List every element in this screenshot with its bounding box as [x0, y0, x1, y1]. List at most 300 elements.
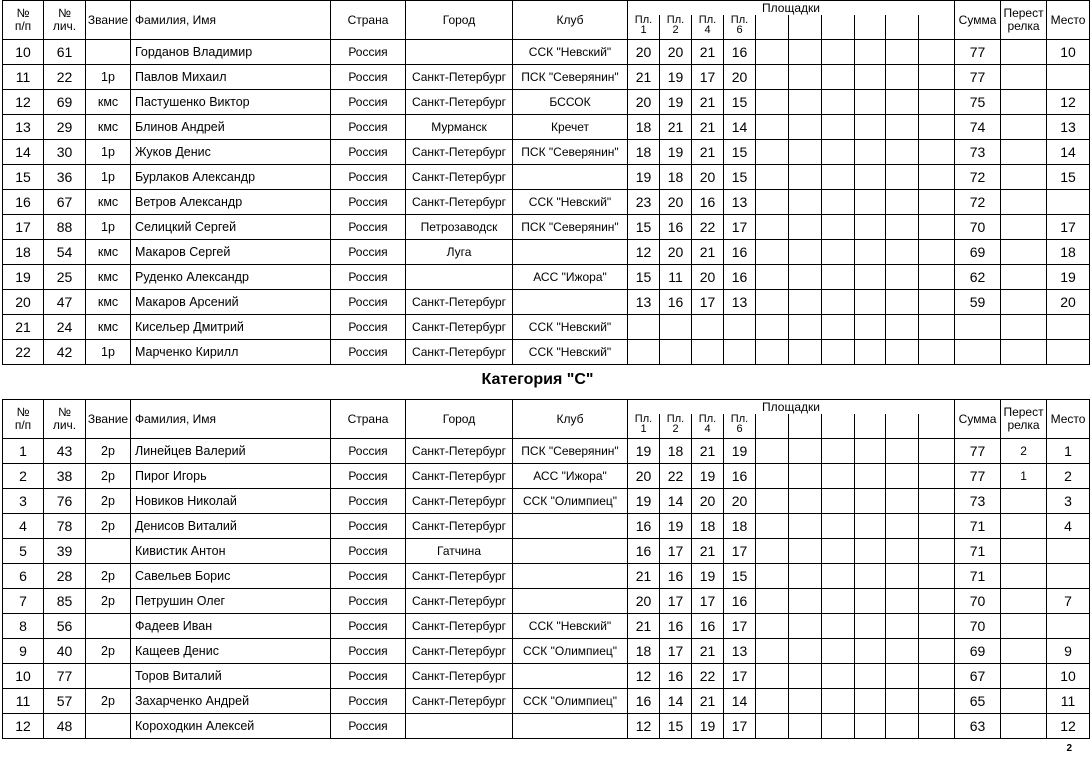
place-cell: 7: [1047, 589, 1090, 614]
license-cell: 38: [44, 464, 86, 489]
empty-score-cell: [789, 589, 822, 614]
empty-score-cell: [855, 489, 886, 514]
empty-score-cell: [886, 115, 919, 140]
score-4-cell: 15: [724, 140, 756, 165]
shootoff-cell: [1001, 265, 1047, 290]
table-row: [3, 140, 1090, 165]
place-cell: 3: [1047, 489, 1090, 514]
table-row: [3, 340, 1090, 365]
empty-score-cell: [855, 115, 886, 140]
city-cell: Санкт-Петербург: [406, 564, 513, 589]
country-cell: Россия: [331, 40, 406, 65]
score-2-cell: 20: [660, 240, 692, 265]
place-cell: 14: [1047, 140, 1090, 165]
empty-score-cell: [855, 215, 886, 240]
country-cell: Россия: [331, 265, 406, 290]
empty-score-cell: [822, 90, 855, 115]
empty-score-cell: [789, 115, 822, 140]
score-3-cell: 16: [692, 614, 724, 639]
empty-score-cell: [886, 265, 919, 290]
city-cell: Петрозаводск: [406, 215, 513, 240]
score-3-cell: 20: [692, 165, 724, 190]
empty-score-cell: [919, 65, 955, 90]
empty-score-cell: [855, 639, 886, 664]
rank-cell: 1р: [86, 140, 131, 165]
club-cell: ПСК "Северянин": [513, 140, 628, 165]
sum-cell: 70: [955, 614, 1001, 639]
header-license-cell: № лич.: [44, 400, 86, 439]
name-cell: Селицкий Сергей: [131, 215, 331, 240]
empty-score-cell: [822, 664, 855, 689]
empty-score-cell: [756, 140, 789, 165]
place-cell: 15: [1047, 165, 1090, 190]
club-cell: [513, 240, 628, 265]
header-platform-empty-cell: [822, 414, 855, 438]
empty-score-cell: [789, 265, 822, 290]
score-1-cell: 21: [628, 564, 660, 589]
header-shootoff-cell: Перест релка: [1001, 1, 1047, 40]
city-cell: Санкт-Петербург: [406, 140, 513, 165]
score-1-cell: 12: [628, 714, 660, 739]
place-cell: 10: [1047, 664, 1090, 689]
num-cell: 7: [3, 589, 44, 614]
club-cell: ССК "Олимпиец": [513, 489, 628, 514]
empty-score-cell: [822, 65, 855, 90]
score-4-cell: 18: [724, 514, 756, 539]
score-1-cell: 19: [628, 439, 660, 464]
score-3-cell: 21: [692, 539, 724, 564]
score-2-cell: 18: [660, 165, 692, 190]
score-3-cell: 17: [692, 65, 724, 90]
empty-score-cell: [919, 564, 955, 589]
empty-score-cell: [789, 464, 822, 489]
num-cell: 9: [3, 639, 44, 664]
country-cell: Россия: [331, 115, 406, 140]
sum-cell: 71: [955, 564, 1001, 589]
score-4-cell: 15: [724, 90, 756, 115]
header-platform-empty-cell: [919, 414, 955, 438]
score-2-cell: 19: [660, 65, 692, 90]
name-cell: Павлов Михаил: [131, 65, 331, 90]
rank-cell: кмс: [86, 315, 131, 340]
shootoff-cell: [1001, 165, 1047, 190]
name-cell: Марченко Кирилл: [131, 340, 331, 365]
empty-score-cell: [756, 639, 789, 664]
rank-cell: кмс: [86, 90, 131, 115]
license-cell: 85: [44, 589, 86, 614]
table-row: [3, 539, 1090, 564]
score-4-cell: 13: [724, 190, 756, 215]
country-cell: Россия: [331, 315, 406, 340]
empty-score-cell: [919, 215, 955, 240]
empty-score-cell: [822, 190, 855, 215]
club-cell: [513, 165, 628, 190]
header-platform-empty-cell: [756, 15, 789, 39]
empty-score-cell: [822, 240, 855, 265]
empty-score-cell: [855, 315, 886, 340]
rank-cell: 1р: [86, 340, 131, 365]
empty-score-cell: [855, 140, 886, 165]
sum-cell: 71: [955, 539, 1001, 564]
city-cell: Луга: [406, 240, 513, 265]
empty-score-cell: [789, 215, 822, 240]
country-cell: Россия: [331, 340, 406, 365]
empty-score-cell: [789, 315, 822, 340]
club-cell: [513, 539, 628, 564]
name-cell: Торов Виталий: [131, 664, 331, 689]
score-1-cell: 20: [628, 589, 660, 614]
empty-score-cell: [886, 240, 919, 265]
empty-score-cell: [886, 65, 919, 90]
header-shootoff-cell: Перест релка: [1001, 400, 1047, 439]
sum-cell: 62: [955, 265, 1001, 290]
empty-score-cell: [919, 689, 955, 714]
score-3-cell: 19: [692, 714, 724, 739]
table-row: [3, 115, 1090, 140]
sum-cell: 77: [955, 439, 1001, 464]
empty-score-cell: [919, 614, 955, 639]
empty-score-cell: [822, 514, 855, 539]
header-sum-cell: Сумма: [955, 400, 1001, 439]
name-cell: Пирог Игорь: [131, 464, 331, 489]
num-cell: 12: [3, 90, 44, 115]
license-cell: 69: [44, 90, 86, 115]
name-cell: Горданов Владимир: [131, 40, 331, 65]
rank-cell: кмс: [86, 115, 131, 140]
empty-score-cell: [919, 714, 955, 739]
empty-score-cell: [789, 489, 822, 514]
score-2-cell: 16: [660, 290, 692, 315]
score-4-cell: 17: [724, 215, 756, 240]
score-1-cell: 16: [628, 689, 660, 714]
sum-cell: 59: [955, 290, 1001, 315]
num-cell: 22: [3, 340, 44, 365]
country-cell: Россия: [331, 290, 406, 315]
empty-score-cell: [919, 340, 955, 365]
table-row: [3, 639, 1090, 664]
empty-score-cell: [855, 290, 886, 315]
empty-score-cell: [855, 165, 886, 190]
city-cell: Санкт-Петербург: [406, 614, 513, 639]
num-cell: 11: [3, 689, 44, 714]
name-cell: Руденко Александр: [131, 265, 331, 290]
score-2-cell: 22: [660, 464, 692, 489]
sum-cell: 71: [955, 514, 1001, 539]
club-cell: [513, 589, 628, 614]
empty-score-cell: [822, 614, 855, 639]
license-cell: 39: [44, 539, 86, 564]
score-2-cell: 17: [660, 639, 692, 664]
table-row: [3, 514, 1090, 539]
header-platform-3-cell: Пл. 4: [692, 15, 724, 39]
sum-cell: [955, 315, 1001, 340]
score-3-cell: 22: [692, 664, 724, 689]
header-name-cell: Фамилия, Имя: [131, 400, 331, 439]
sum-cell: 75: [955, 90, 1001, 115]
score-4-cell: 16: [724, 265, 756, 290]
num-cell: 10: [3, 40, 44, 65]
name-cell: Макаров Сергей: [131, 240, 331, 265]
empty-score-cell: [886, 40, 919, 65]
license-cell: 48: [44, 714, 86, 739]
rank-cell: 1р: [86, 215, 131, 240]
score-1-cell: 13: [628, 290, 660, 315]
license-cell: 88: [44, 215, 86, 240]
empty-score-cell: [756, 190, 789, 215]
club-cell: Кречет: [513, 115, 628, 140]
club-cell: ССК "Невский": [513, 340, 628, 365]
empty-score-cell: [919, 639, 955, 664]
rank-cell: кмс: [86, 290, 131, 315]
score-3-cell: 20: [692, 265, 724, 290]
empty-score-cell: [822, 290, 855, 315]
header-num-cell: № п/п: [3, 1, 44, 40]
country-cell: Россия: [331, 240, 406, 265]
empty-score-cell: [855, 564, 886, 589]
empty-score-cell: [789, 564, 822, 589]
score-1-cell: 18: [628, 115, 660, 140]
club-cell: ПСК "Северянин": [513, 65, 628, 90]
country-cell: Россия: [331, 514, 406, 539]
club-cell: АСС "Ижора": [513, 464, 628, 489]
country-cell: Россия: [331, 215, 406, 240]
empty-score-cell: [855, 265, 886, 290]
empty-score-cell: [855, 190, 886, 215]
empty-score-cell: [886, 439, 919, 464]
shootoff-cell: [1001, 564, 1047, 589]
club-cell: ПСК "Северянин": [513, 215, 628, 240]
table-row: [3, 290, 1090, 315]
num-cell: 13: [3, 115, 44, 140]
empty-score-cell: [919, 165, 955, 190]
city-cell: Санкт-Петербург: [406, 514, 513, 539]
shootoff-cell: [1001, 589, 1047, 614]
country-cell: Россия: [331, 140, 406, 165]
place-cell: 2: [1047, 464, 1090, 489]
score-4-cell: 13: [724, 290, 756, 315]
empty-score-cell: [855, 340, 886, 365]
empty-score-cell: [886, 340, 919, 365]
rank-cell: 2р: [86, 639, 131, 664]
club-cell: [513, 514, 628, 539]
category-title: Категория "С": [481, 371, 594, 388]
empty-score-cell: [919, 115, 955, 140]
score-1-cell: 15: [628, 265, 660, 290]
shootoff-cell: [1001, 340, 1047, 365]
name-cell: Савельев Борис: [131, 564, 331, 589]
empty-score-cell: [886, 489, 919, 514]
empty-score-cell: [822, 714, 855, 739]
place-cell: 20: [1047, 290, 1090, 315]
name-cell: Макаров Арсений: [131, 290, 331, 315]
score-1-cell: 18: [628, 140, 660, 165]
empty-score-cell: [822, 464, 855, 489]
city-cell: Санкт-Петербург: [406, 290, 513, 315]
score-4-cell: 15: [724, 165, 756, 190]
empty-score-cell: [756, 265, 789, 290]
sum-cell: 70: [955, 589, 1001, 614]
club-cell: [513, 714, 628, 739]
empty-score-cell: [822, 115, 855, 140]
header-platform-empty-cell: [789, 414, 822, 438]
empty-score-cell: [756, 240, 789, 265]
table-row: [3, 714, 1090, 739]
city-cell: Санкт-Петербург: [406, 689, 513, 714]
empty-score-cell: [756, 714, 789, 739]
score-4-cell: 15: [724, 564, 756, 589]
city-cell: Санкт-Петербург: [406, 439, 513, 464]
score-3-cell: 17: [692, 290, 724, 315]
license-cell: 47: [44, 290, 86, 315]
empty-score-cell: [789, 614, 822, 639]
place-cell: [1047, 65, 1090, 90]
place-cell: 12: [1047, 714, 1090, 739]
sum-cell: 63: [955, 714, 1001, 739]
license-cell: 61: [44, 40, 86, 65]
score-1-cell: 23: [628, 190, 660, 215]
empty-score-cell: [789, 664, 822, 689]
header-platform-3-cell: Пл. 4: [692, 414, 724, 438]
score-2-cell: 20: [660, 40, 692, 65]
empty-score-cell: [756, 290, 789, 315]
shootoff-cell: [1001, 315, 1047, 340]
empty-score-cell: [919, 464, 955, 489]
header-rank-cell: Звание: [86, 400, 131, 439]
empty-score-cell: [756, 564, 789, 589]
club-cell: ССК "Олимпиец": [513, 689, 628, 714]
table1-header-row: [3, 1, 1090, 16]
score-3-cell: 21: [692, 140, 724, 165]
place-cell: 13: [1047, 115, 1090, 140]
score-4-cell: 16: [724, 464, 756, 489]
score-2-cell: 16: [660, 614, 692, 639]
score-1-cell: 20: [628, 40, 660, 65]
city-cell: Санкт-Петербург: [406, 340, 513, 365]
empty-score-cell: [855, 689, 886, 714]
club-cell: ССК "Невский": [513, 40, 628, 65]
score-2-cell: 20: [660, 190, 692, 215]
score-3-cell: [692, 315, 724, 340]
num-cell: 3: [3, 489, 44, 514]
license-cell: 24: [44, 315, 86, 340]
score-1-cell: 18: [628, 639, 660, 664]
empty-score-cell: [855, 240, 886, 265]
header-city-cell: Город: [406, 400, 513, 439]
name-cell: Кащеев Денис: [131, 639, 331, 664]
empty-score-cell: [919, 290, 955, 315]
country-cell: Россия: [331, 614, 406, 639]
shootoff-cell: [1001, 190, 1047, 215]
header-platform-empty-cell: [886, 15, 919, 39]
score-1-cell: 12: [628, 240, 660, 265]
score-2-cell: 14: [660, 689, 692, 714]
score-2-cell: 15: [660, 714, 692, 739]
empty-score-cell: [886, 215, 919, 240]
rank-cell: 2р: [86, 464, 131, 489]
empty-score-cell: [756, 439, 789, 464]
empty-score-cell: [822, 689, 855, 714]
name-cell: Петрушин Олег: [131, 589, 331, 614]
header-place-cell: Место: [1047, 400, 1090, 439]
place-cell: 17: [1047, 215, 1090, 240]
empty-score-cell: [822, 140, 855, 165]
score-4-cell: 16: [724, 589, 756, 614]
table-row: [3, 90, 1090, 115]
empty-score-cell: [855, 40, 886, 65]
shootoff-cell: [1001, 215, 1047, 240]
shootoff-cell: [1001, 614, 1047, 639]
empty-score-cell: [822, 340, 855, 365]
city-cell: Санкт-Петербург: [406, 464, 513, 489]
sum-cell: [955, 340, 1001, 365]
shootoff-cell: [1001, 714, 1047, 739]
city-cell: Санкт-Петербург: [406, 489, 513, 514]
empty-score-cell: [886, 290, 919, 315]
shootoff-cell: [1001, 514, 1047, 539]
score-4-cell: 17: [724, 714, 756, 739]
header-country-cell: Страна: [331, 400, 406, 439]
score-1-cell: 21: [628, 65, 660, 90]
empty-score-cell: [886, 539, 919, 564]
empty-score-cell: [822, 165, 855, 190]
empty-score-cell: [756, 614, 789, 639]
score-3-cell: 18: [692, 514, 724, 539]
city-cell: Мурманск: [406, 115, 513, 140]
sum-cell: 70: [955, 215, 1001, 240]
header-platform-1-cell: Пл. 1: [628, 414, 660, 438]
rank-cell: 2р: [86, 689, 131, 714]
header-platform-1-cell: Пл. 1: [628, 15, 660, 39]
empty-score-cell: [822, 40, 855, 65]
score-4-cell: 17: [724, 664, 756, 689]
score-2-cell: 16: [660, 564, 692, 589]
score-4-cell: 13: [724, 639, 756, 664]
place-cell: [1047, 564, 1090, 589]
table2-header-row: [3, 400, 1090, 415]
score-3-cell: 19: [692, 464, 724, 489]
empty-score-cell: [855, 614, 886, 639]
table-row: [3, 65, 1090, 90]
table-row: [3, 564, 1090, 589]
name-cell: Ветров Александр: [131, 190, 331, 215]
empty-score-cell: [886, 714, 919, 739]
place-cell: 1: [1047, 439, 1090, 464]
empty-score-cell: [855, 714, 886, 739]
score-4-cell: 17: [724, 539, 756, 564]
header-platform-empty-cell: [756, 414, 789, 438]
empty-score-cell: [855, 514, 886, 539]
header-platform-empty-cell: [855, 15, 886, 39]
shootoff-cell: [1001, 639, 1047, 664]
name-cell: Кивистик Антон: [131, 539, 331, 564]
empty-score-cell: [886, 639, 919, 664]
rank-cell: [86, 714, 131, 739]
empty-score-cell: [919, 40, 955, 65]
shootoff-cell: [1001, 489, 1047, 514]
country-cell: Россия: [331, 639, 406, 664]
header-num-cell: № п/п: [3, 400, 44, 439]
license-cell: 78: [44, 514, 86, 539]
score-2-cell: 19: [660, 90, 692, 115]
header-platform-empty-cell: [919, 15, 955, 39]
club-cell: ССК "Невский": [513, 315, 628, 340]
score-1-cell: 16: [628, 539, 660, 564]
country-cell: Россия: [331, 165, 406, 190]
place-cell: 12: [1047, 90, 1090, 115]
empty-score-cell: [789, 290, 822, 315]
num-cell: 6: [3, 564, 44, 589]
empty-score-cell: [756, 539, 789, 564]
